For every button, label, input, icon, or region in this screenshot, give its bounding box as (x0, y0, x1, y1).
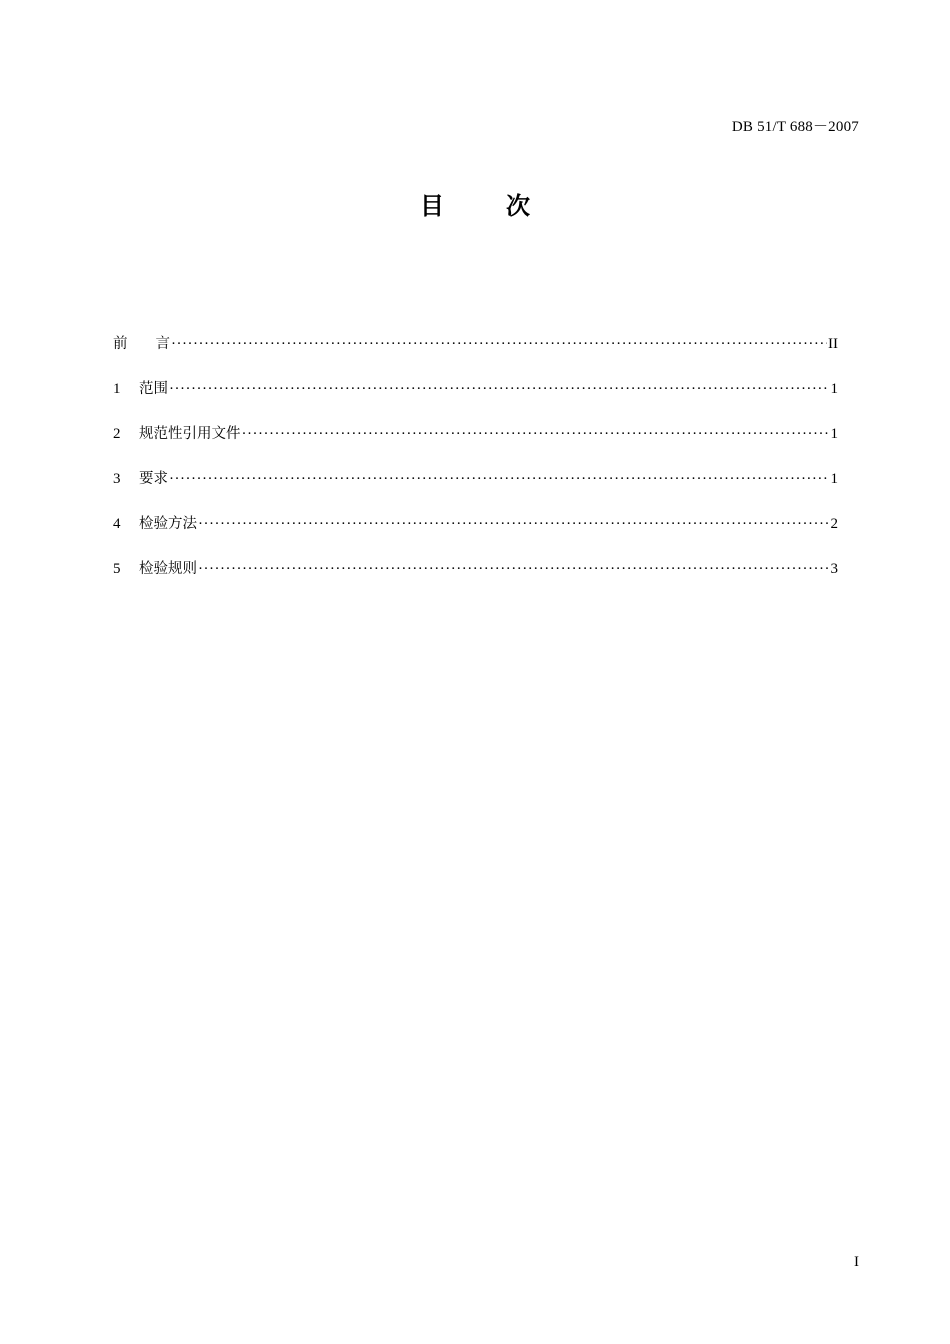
toc-dot-leader (169, 468, 829, 490)
toc-entry-label-part: 言 (155, 336, 170, 352)
toc-entry-page: 1 (830, 381, 838, 397)
toc-entry-label: 规范性引用文件 (139, 426, 241, 442)
toc-dot-leader (198, 513, 829, 535)
toc-entry-page: 1 (830, 471, 838, 487)
toc-entry-requirements[interactable] (113, 468, 838, 513)
toc-entry-foreword[interactable] (113, 333, 838, 378)
toc-entry-label (113, 333, 170, 355)
toc-dot-leader (169, 378, 829, 400)
toc-entry-label: 要求 (139, 471, 168, 487)
page-title-char-2: 次 (506, 192, 530, 220)
toc-entry-number: 5 (113, 561, 121, 577)
toc-entry-normative-references[interactable] (113, 423, 838, 468)
toc-entry-label-part: 前 (113, 336, 128, 352)
toc-entry-page: 2 (830, 516, 838, 532)
table-of-contents (113, 333, 838, 603)
toc-entry-page: II (828, 336, 838, 352)
toc-entry-number: 1 (113, 381, 121, 397)
toc-dot-leader (198, 558, 829, 580)
toc-dot-leader (171, 333, 827, 355)
toc-entry-page: 3 (830, 561, 838, 577)
toc-entry-number: 3 (113, 471, 121, 487)
page-title (0, 186, 950, 221)
toc-dot-leader (242, 423, 830, 445)
page-title-char-1: 目 (420, 192, 444, 220)
toc-entry-label: 检验规则 (139, 561, 197, 577)
toc-entry-number: 4 (113, 516, 121, 532)
standard-code: DB 51/T 688－2007 (731, 119, 859, 135)
toc-entry-number: 2 (113, 426, 121, 442)
toc-entry-page: 1 (830, 426, 838, 442)
toc-entry-scope[interactable] (113, 378, 838, 423)
toc-entry-label: 范围 (139, 381, 168, 397)
toc-entry-test-methods[interactable] (113, 513, 838, 558)
toc-entry-inspection-rules[interactable] (113, 558, 838, 603)
toc-entry-label: 检验方法 (139, 516, 197, 532)
page-number: I (854, 1254, 859, 1270)
